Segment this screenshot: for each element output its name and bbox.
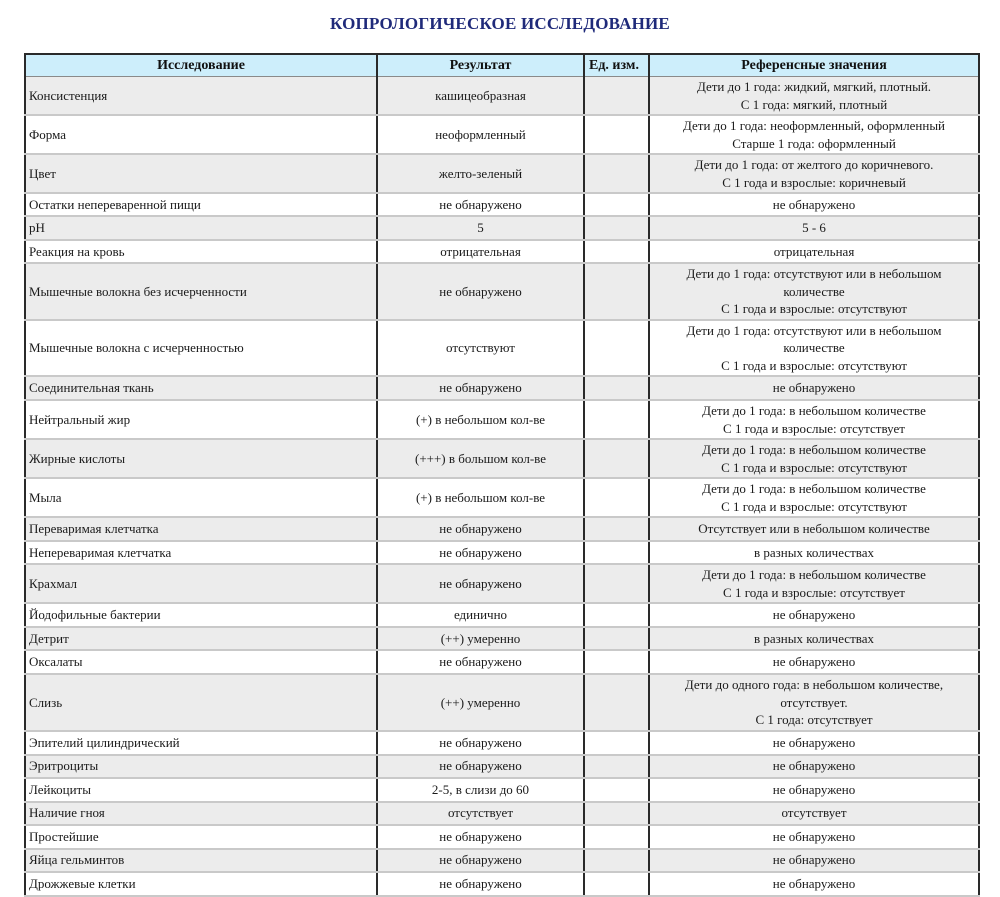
reference-cell <box>649 541 979 564</box>
result-cell: 2-5, в слизи до 60 <box>377 778 584 802</box>
result-cell: (++) умеренно <box>377 674 584 731</box>
unit-cell <box>584 755 649 778</box>
results-table <box>24 53 980 897</box>
test-name-cell: Остатки непереваренной пищи <box>25 193 377 216</box>
unit-cell <box>584 849 649 872</box>
reference-line: С 1 года: мягкий, плотный <box>740 96 888 112</box>
table-row <box>25 193 979 216</box>
reference-line: Дети до 1 года: в небольшом количестве <box>702 442 926 457</box>
test-name-cell: Соединительная ткань <box>25 376 377 400</box>
unit-cell <box>584 154 649 193</box>
unit-cell <box>584 115 649 154</box>
unit-cell <box>584 517 649 541</box>
result-cell: не обнаружено <box>377 825 584 849</box>
reference-cell <box>649 115 979 154</box>
result-cell: не обнаружено <box>377 849 584 872</box>
result-cell: (++) умеренно <box>377 627 584 650</box>
reference-cell <box>649 400 979 439</box>
table-row <box>25 755 979 778</box>
reference-cell <box>649 603 979 627</box>
table-row <box>25 825 979 849</box>
result-cell: отсутствует <box>377 802 584 825</box>
test-name-cell: Эпителий цилиндрический <box>25 731 377 755</box>
test-name-cell: Детрит <box>25 627 377 650</box>
result-cell: (+) в небольшом кол-ве <box>377 478 584 517</box>
reference-line: не обнаружено <box>772 196 856 212</box>
test-name-cell: Дрожжевые клетки <box>25 872 377 896</box>
unit-cell <box>584 240 649 263</box>
table-row <box>25 77 979 116</box>
reference-cell <box>649 478 979 517</box>
unit-cell <box>584 603 649 627</box>
reference-line: Дети до 1 года: от желтого до коричневого. <box>694 157 934 172</box>
test-name-cell: Непереваримая клетчатка <box>25 541 377 564</box>
unit-cell <box>584 825 649 849</box>
test-name-cell: Мыла <box>25 478 377 517</box>
reference-line: 5 - 6 <box>802 220 826 236</box>
reference-line: не обнаружено <box>772 781 856 797</box>
reference-line: Дети до 1 года: в небольшом количестве <box>702 403 926 418</box>
table-row <box>25 154 979 193</box>
result-cell: не обнаружено <box>377 193 584 216</box>
result-cell: 5 <box>377 216 584 240</box>
table-row <box>25 564 979 603</box>
reference-line: количестве <box>783 340 845 355</box>
unit-cell <box>584 627 649 650</box>
table-row <box>25 541 979 564</box>
result-cell: кашицеобразная <box>377 77 584 116</box>
reference-cell <box>649 872 979 896</box>
table-row <box>25 115 979 154</box>
reference-cell <box>649 263 979 320</box>
table-row <box>25 400 979 439</box>
unit-cell <box>584 564 649 603</box>
result-cell: желто-зеленый <box>377 154 584 193</box>
table-row <box>25 517 979 541</box>
reference-cell <box>649 802 979 825</box>
reference-cell <box>649 439 979 478</box>
result-cell: не обнаружено <box>377 541 584 564</box>
test-name-cell: Жирные кислоты <box>25 439 377 478</box>
table-row <box>25 778 979 802</box>
reference-line: не обнаружено <box>772 734 856 750</box>
table-row <box>25 731 979 755</box>
reference-line: Дети до одного года: в небольшом количестве, <box>684 677 944 692</box>
test-name-cell: Реакция на кровь <box>25 240 377 263</box>
table-header <box>25 54 979 77</box>
result-cell: не обнаружено <box>377 376 584 400</box>
reference-cell <box>649 731 979 755</box>
reference-line: Дети до 1 года: жидкий, мягкий, плотный. <box>696 79 932 94</box>
reference-line: С 1 года и взрослые: отсутствуют <box>721 301 907 316</box>
reference-line: не обнаружено <box>772 875 856 891</box>
unit-cell <box>584 320 649 377</box>
test-name-cell: Слизь <box>25 674 377 731</box>
reference-line: С 1 года и взрослые: отсутствуют <box>721 357 907 373</box>
result-cell: не обнаружено <box>377 650 584 674</box>
test-name-cell: Нейтральный жир <box>25 400 377 439</box>
unit-cell <box>584 731 649 755</box>
test-name-cell: Консистенция <box>25 77 377 116</box>
result-cell: не обнаружено <box>377 564 584 603</box>
reference-cell <box>649 517 979 541</box>
test-name-cell: Цвет <box>25 154 377 193</box>
reference-line: не обнаружено <box>772 828 856 844</box>
header-result: Результат <box>377 54 584 77</box>
reference-line: в разных количествах <box>754 544 874 560</box>
reference-cell <box>649 193 979 216</box>
header-reference: Референсные значения <box>649 54 979 77</box>
result-cell: неоформленный <box>377 115 584 154</box>
reference-line: в разных количествах <box>754 630 874 646</box>
result-cell: (+) в небольшом кол-ве <box>377 400 584 439</box>
page-title: КОПРОЛОГИЧЕСКОЕ ИССЛЕДОВАНИЕ <box>330 14 670 33</box>
reference-line: С 1 года и взрослые: отсутствуют <box>721 498 907 514</box>
reference-cell <box>649 778 979 802</box>
reference-cell <box>649 849 979 872</box>
test-name-cell: Простейшие <box>25 825 377 849</box>
test-name-cell: Мышечные волокна с исчерченностью <box>25 320 377 377</box>
reference-line: отсутствует <box>781 805 847 821</box>
reference-cell <box>649 627 979 650</box>
reference-line: не обнаружено <box>772 654 856 670</box>
table-row <box>25 603 979 627</box>
unit-cell <box>584 674 649 731</box>
reference-cell <box>649 320 979 377</box>
reference-cell <box>649 154 979 193</box>
reference-cell <box>649 650 979 674</box>
reference-line: не обнаружено <box>772 607 856 623</box>
reference-cell <box>649 825 979 849</box>
reference-line: не обнаружено <box>772 380 856 396</box>
reference-line: С 1 года и взрослые: отсутствует <box>723 584 905 600</box>
test-name-cell: Наличие гноя <box>25 802 377 825</box>
unit-cell <box>584 802 649 825</box>
test-name-cell: Лейкоциты <box>25 778 377 802</box>
unit-cell <box>584 216 649 240</box>
header-unit: Ед. изм. <box>584 54 649 77</box>
reference-line: С 1 года: отсутствует <box>755 712 873 727</box>
reference-line: не обнаружено <box>772 758 856 774</box>
table-row <box>25 650 979 674</box>
table-row <box>25 478 979 517</box>
reference-line: С 1 года и взрослые: отсутствуют <box>721 459 907 475</box>
header-row <box>25 54 979 77</box>
test-name-cell: Крахмал <box>25 564 377 603</box>
reference-line: С 1 года и взрослые: отсутствует <box>723 420 905 436</box>
result-cell: (+++) в большом кол-ве <box>377 439 584 478</box>
unit-cell <box>584 778 649 802</box>
unit-cell <box>584 193 649 216</box>
table-row <box>25 849 979 872</box>
reference-line: Дети до 1 года: отсутствуют или в небольшом <box>686 266 942 281</box>
unit-cell <box>584 439 649 478</box>
table-row <box>25 376 979 400</box>
result-cell: единично <box>377 603 584 627</box>
result-cell: отрицательная <box>377 240 584 263</box>
unit-cell <box>584 650 649 674</box>
table-row <box>25 872 979 896</box>
reference-line: Дети до 1 года: отсутствуют или в небольшом <box>686 322 942 338</box>
result-cell: не обнаружено <box>377 755 584 778</box>
reference-cell <box>649 564 979 603</box>
reference-line: Дети до 1 года: неоформленный, оформленный <box>682 118 946 133</box>
test-name-cell: Яйца гельминтов <box>25 849 377 872</box>
result-cell: не обнаружено <box>377 517 584 541</box>
unit-cell <box>584 376 649 400</box>
reference-line: Дети до 1 года: в небольшом количестве <box>702 481 926 496</box>
test-name-cell: Переваримая клетчатка <box>25 517 377 541</box>
reference-line: отрицательная <box>773 243 855 259</box>
table-row <box>25 802 979 825</box>
table-row <box>25 263 979 320</box>
test-name-cell: Эритроциты <box>25 755 377 778</box>
reference-line: Дети до 1 года: в небольшом количестве <box>702 567 926 582</box>
unit-cell <box>584 478 649 517</box>
reference-line: Старше 1 года: оформленный <box>732 135 896 151</box>
result-cell: отсутствуют <box>377 320 584 377</box>
reference-cell <box>649 674 979 731</box>
table-row <box>25 240 979 263</box>
unit-cell <box>584 263 649 320</box>
test-name-cell: Йодофильные бактерии <box>25 603 377 627</box>
unit-cell <box>584 872 649 896</box>
reference-line: С 1 года и взрослые: коричневый <box>722 174 906 190</box>
unit-cell <box>584 77 649 116</box>
reference-line: отсутствует. <box>780 694 848 710</box>
table-row <box>25 439 979 478</box>
header-test: Исследование <box>25 54 377 77</box>
result-cell: не обнаружено <box>377 872 584 896</box>
unit-cell <box>584 400 649 439</box>
reference-cell <box>649 216 979 240</box>
result-cell: не обнаружено <box>377 731 584 755</box>
reference-cell <box>649 755 979 778</box>
test-name-cell: pH <box>25 216 377 240</box>
test-name-cell: Мышечные волокна без исчерченности <box>25 263 377 320</box>
reference-line: количестве <box>783 283 845 299</box>
result-cell: не обнаружено <box>377 263 584 320</box>
test-name-cell: Оксалаты <box>25 650 377 674</box>
table-row <box>25 320 979 377</box>
reference-line: не обнаружено <box>772 852 856 868</box>
table-row <box>25 216 979 240</box>
test-name-cell: Форма <box>25 115 377 154</box>
table-row <box>25 674 979 731</box>
table-body <box>25 77 979 896</box>
reference-line: Отсутствует или в небольшом количестве <box>698 521 930 537</box>
table-row <box>25 627 979 650</box>
unit-cell <box>584 541 649 564</box>
reference-cell <box>649 77 979 116</box>
reference-cell <box>649 376 979 400</box>
reference-cell <box>649 240 979 263</box>
